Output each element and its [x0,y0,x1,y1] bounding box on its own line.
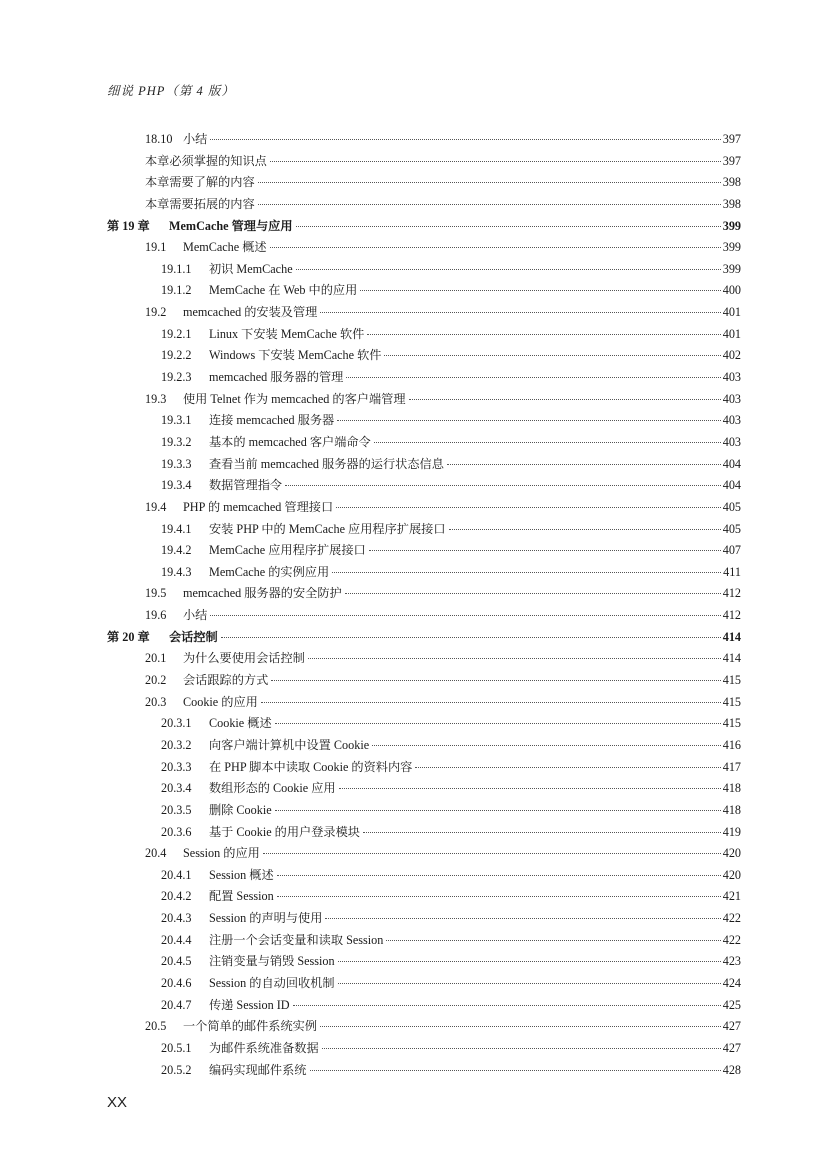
toc-entry [107,130,741,152]
toc-entry-page: 422 [722,932,741,947]
toc-entry [107,303,741,325]
toc-entry-page: 402 [722,348,741,363]
toc-entry [107,606,741,628]
toc-entry-title: 删除 Cookie [209,802,272,817]
toc-entry-title: 向客户端计算机中设置 Cookie [209,737,370,752]
toc-entry-number: 20.3.5 [161,802,192,817]
toc-entry-page: 417 [722,759,741,774]
toc-entry-page: 425 [722,997,741,1012]
toc-entry-number: 19.3.1 [161,413,192,428]
running-head: 细说 PHP（第 4 版） [107,84,235,98]
toc-entry [107,584,741,606]
dot-leader [325,918,720,919]
toc-entry-number: 19.3.2 [161,434,192,449]
toc-entry-title: 为什么要使用会话控制 [183,651,305,666]
toc-entry-title: 基于 Cookie 的用户登录模块 [209,824,360,839]
dot-leader [258,204,721,205]
toc-entry [107,563,741,585]
toc-entry-number: 20.4.5 [161,954,192,969]
toc-entry-title: memcached 的安装及管理 [183,305,318,320]
toc-entry-title: 在 PHP 脚本中读取 Cookie 的资料内容 [209,759,413,774]
dot-leader [263,853,721,854]
toc-entry-page: 403 [722,413,741,428]
dot-leader [275,723,721,724]
toc-entry [107,173,741,195]
toc-entry-number: 20.5.1 [161,1040,192,1055]
toc-entry-number: 19.3.4 [161,478,192,493]
toc-entry-title: Windows 下安装 MemCache 软件 [209,348,382,363]
toc-entry-title: 小结 [183,608,208,623]
dot-leader [338,961,721,962]
toc-entry-title: 为邮件系统准备数据 [209,1040,319,1055]
toc-entry [107,649,741,671]
toc-entry-number: 20.3.2 [161,737,192,752]
toc-entry-page: 407 [722,543,741,558]
toc-entry-page: 416 [722,737,741,752]
toc-entry-number: 19.3.3 [161,456,192,471]
toc-entry [107,671,741,693]
toc-entry-title: 编码实现邮件系统 [209,1062,307,1077]
table-of-contents [107,130,741,1082]
dot-leader [210,139,720,140]
toc-entry-number: 20.3.1 [161,716,192,731]
toc-chapter-entry [107,628,741,650]
toc-entry-number: 19.2 [145,305,167,320]
toc-entry-page: 421 [722,889,741,904]
toc-entry-page: 398 [722,175,741,190]
toc-entry-number: 第 20 章 [107,629,150,644]
toc-entry-number: 19.4 [145,499,167,514]
toc-entry-page: 400 [722,283,741,298]
toc-entry [107,195,741,217]
toc-entry-title: 会话跟踪的方式 [183,673,269,688]
toc-entry-title: 初识 MemCache [209,261,293,276]
toc-entry-title: Cookie 的应用 [183,694,258,709]
toc-entry-number: 18.10 [145,132,173,146]
toc-entry-number: 20.4.3 [161,911,192,926]
dot-leader [310,1070,721,1071]
toc-entry [107,411,741,433]
toc-entry [107,368,741,390]
toc-entry-title: MemCache 管理与应用 [169,218,293,233]
dot-leader [322,1048,721,1049]
toc-chapter-entry [107,217,741,239]
dot-leader [270,161,721,162]
toc-entry-title: Session 的自动回收机制 [209,975,335,990]
toc-entry [107,909,741,931]
toc-entry-number: 20.3.3 [161,759,192,774]
dot-leader [277,875,721,876]
toc-entry [107,801,741,823]
dot-leader [372,745,721,746]
dot-leader [447,464,721,465]
toc-entry-number: 19.2.3 [161,370,192,385]
toc-entry-page: 401 [722,305,741,320]
toc-entry [107,693,741,715]
toc-entry-title: 基本的 memcached 客户端命令 [209,434,371,449]
toc-entry-page: 414 [722,651,741,666]
toc-entry [107,1017,741,1039]
toc-entry-number: 20.1 [145,651,167,666]
toc-entry [107,866,741,888]
toc-entry-number: 19.4.3 [161,564,192,579]
dot-leader [386,940,720,941]
toc-entry-page: 404 [722,456,741,471]
toc-entry-title: 使用 Telnet 作为 memcached 的客户端管理 [183,391,406,406]
toc-entry-page: 412 [722,608,741,623]
toc-entry-page: 415 [722,694,741,709]
toc-entry-number: 19.4.1 [161,521,192,536]
toc-entry-number: 20.4.4 [161,932,192,947]
toc-entry-title: MemCache 概述 [183,240,267,255]
toc-entry-title: 注销变量与销毁 Session [209,954,335,969]
toc-entry-title: 数据管理指令 [209,478,283,493]
dot-leader [320,312,720,313]
toc-entry [107,844,741,866]
toc-entry-page: 415 [722,716,741,731]
toc-entry-title: 本章必须掌握的知识点 [145,153,267,168]
dot-leader [369,550,721,551]
toc-entry-page: 428 [722,1062,741,1077]
toc-entry-title: 本章需要了解的内容 [145,175,255,190]
toc-entry-page: 399 [722,240,741,255]
toc-entry-title: 一个简单的邮件系统实例 [183,1019,318,1034]
dot-leader [320,1026,721,1027]
dot-leader [346,377,720,378]
toc-entry-page: 423 [722,954,741,969]
toc-entry-title: memcached 服务器的管理 [209,370,344,385]
toc-entry-number: 19.5 [145,586,167,601]
toc-entry-page: 418 [722,781,741,796]
toc-entry-page: 401 [722,326,741,341]
toc-entry-page: 420 [722,867,741,882]
toc-entry-number: 20.4 [145,846,167,861]
dot-leader [337,420,720,421]
dot-leader [409,399,721,400]
toc-entry-title: 数组形态的 Cookie 应用 [209,781,336,796]
toc-entry [107,520,741,542]
toc-entry-title: MemCache 在 Web 中的应用 [209,283,358,298]
toc-entry-title: PHP 的 memcached 管理接口 [183,499,334,514]
toc-entry-title: Session 概述 [209,867,274,882]
dot-leader [345,593,721,594]
toc-entry [107,455,741,477]
dot-leader [384,355,720,356]
toc-entry-number: 20.5 [145,1019,167,1034]
toc-entry-page: 419 [722,824,741,839]
dot-leader [261,702,721,703]
toc-entry-title: Linux 下安装 MemCache 软件 [209,326,365,341]
page-folio: XX [107,1094,128,1111]
toc-entry-number: 19.1 [145,240,167,255]
toc-entry-title: 传递 Session ID [209,997,290,1012]
dot-leader [308,658,721,659]
dot-leader [285,485,721,486]
dot-leader [415,767,720,768]
toc-entry-number: 19.3 [145,391,167,406]
toc-entry-page: 412 [722,586,741,601]
dot-leader [293,1005,721,1006]
toc-entry [107,281,741,303]
toc-entry-number: 20.4.2 [161,889,192,904]
toc-entry [107,736,741,758]
toc-entry-number: 20.4.7 [161,997,192,1012]
toc-entry-number: 20.3.6 [161,824,192,839]
toc-entry [107,887,741,909]
toc-entry-number: 20.3.4 [161,781,192,796]
toc-entry-number: 20.2 [145,673,167,688]
toc-entry-page: 403 [722,391,741,406]
toc-entry [107,931,741,953]
dot-leader [332,572,721,573]
toc-entry-page: 397 [722,153,741,168]
toc-entry-title: 安装 PHP 中的 MemCache 应用程序扩展接口 [209,521,446,536]
dot-leader [336,507,721,508]
toc-entry-page: 403 [722,370,741,385]
toc-entry-title: memcached 服务器的安全防护 [183,586,342,601]
toc-entry [107,714,741,736]
toc-entry-title: 注册一个会话变量和读取 Session [209,932,384,947]
toc-entry-title: 连接 memcached 服务器 [209,413,335,428]
dot-leader [221,637,721,638]
toc-entry [107,974,741,996]
toc-entry-title: 配置 Session [209,889,274,904]
dot-leader [270,247,721,248]
toc-entry-number: 19.6 [145,608,167,623]
dot-leader [449,529,721,530]
toc-entry-page: 414 [722,629,741,644]
toc-entry [107,1061,741,1083]
toc-entry-number: 20.5.2 [161,1062,192,1077]
toc-entry-number: 19.4.2 [161,543,192,558]
toc-entry [107,476,741,498]
dot-leader [296,226,721,227]
dot-leader [277,896,721,897]
toc-entry-page: 424 [722,975,741,990]
toc-entry [107,346,741,368]
toc-entry-number: 19.1.1 [161,261,192,276]
dot-leader [367,334,720,335]
toc-entry [107,1039,741,1061]
dot-leader [338,983,721,984]
toc-entry-title: MemCache 应用程序扩展接口 [209,543,366,558]
toc-entry-number: 19.2.2 [161,348,192,363]
toc-entry [107,498,741,520]
toc-entry [107,152,741,174]
toc-entry-page: 398 [722,196,741,211]
toc-entry-page: 405 [722,521,741,536]
toc-entry-page: 403 [722,434,741,449]
toc-entry [107,758,741,780]
toc-entry-title: 小结 [183,132,208,146]
toc-entry-title: Cookie 概述 [209,716,272,731]
toc-entry-number: 20.4.1 [161,867,192,882]
toc-entry [107,541,741,563]
toc-entry [107,952,741,974]
toc-entry [107,238,741,260]
toc-entry-title: Session 的声明与使用 [209,911,323,926]
toc-entry-page: 418 [722,802,741,817]
toc-entry-page: 411 [723,564,741,579]
toc-entry-page: 397 [722,132,741,146]
toc-entry-page: 399 [722,261,741,276]
toc-entry-number: 19.2.1 [161,326,192,341]
dot-leader [360,290,720,291]
toc-entry-page: 427 [722,1019,741,1034]
dot-leader [271,680,720,681]
toc-entry-number: 第 19 章 [107,218,150,233]
toc-entry-title: 本章需要拓展的内容 [145,196,255,211]
toc-entry-number: 20.4.6 [161,975,192,990]
toc-entry [107,325,741,347]
toc-entry [107,996,741,1018]
toc-entry [107,260,741,282]
toc-entry-title: Session 的应用 [183,846,260,861]
toc-entry-page: 404 [722,478,741,493]
toc-entry-number: 19.1.2 [161,283,192,298]
toc-entry-number: 20.3 [145,694,167,709]
toc-entry-page: 420 [722,846,741,861]
dot-leader [374,442,721,443]
toc-entry-page: 399 [722,218,741,233]
toc-entry-page: 405 [722,499,741,514]
toc-entry-title: MemCache 的实例应用 [209,564,330,579]
dot-leader [363,832,721,833]
dot-leader [339,788,721,789]
dot-leader [296,269,721,270]
toc-entry-page: 415 [722,673,741,688]
toc-entry [107,779,741,801]
toc-entry-page: 427 [722,1040,741,1055]
dot-leader [258,182,721,183]
toc-entry [107,433,741,455]
dot-leader [210,615,720,616]
toc-entry [107,390,741,412]
toc-entry-page: 422 [722,911,741,926]
dot-leader [275,810,721,811]
toc-entry-title: 会话控制 [169,629,218,644]
toc-entry [107,823,741,845]
toc-entry-title: 查看当前 memcached 服务器的运行状态信息 [209,456,444,471]
